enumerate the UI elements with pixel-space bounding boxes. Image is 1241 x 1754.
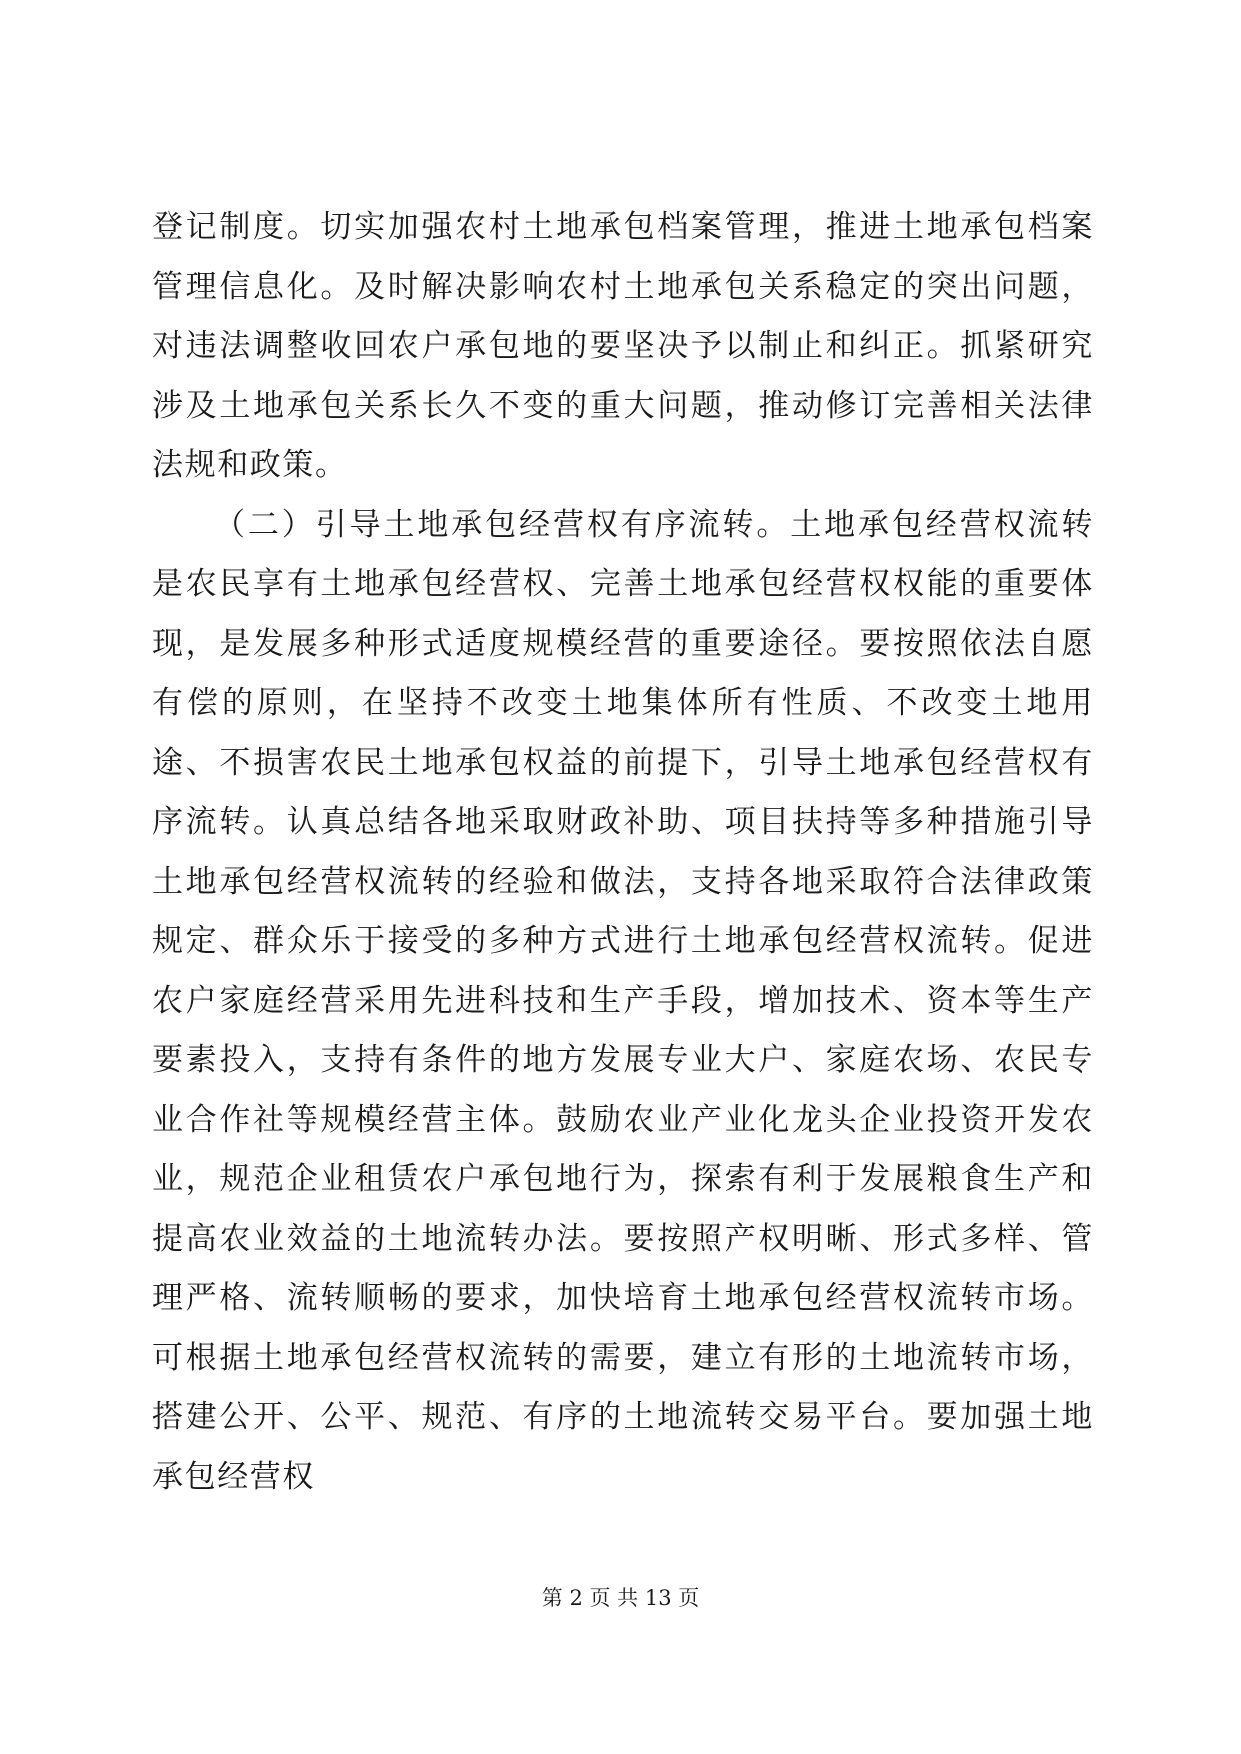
page-footer: 第 2 页 共 13 页 [541, 1586, 700, 1610]
paragraph-1: 登记制度。切实加强农村土地承包档案管理，推进土地承包档案管理信息化。及时解决影响农村土地承包关系稳定的突出问题，对违法调整收回农户承包地的要坚决予以制止和纠正。抓紧研究涉及土地承包关系长久不变的重大问题，推动修订完善相关法律法规和政策。 [152, 209, 1094, 483]
paragraph-2: （二）引导土地承包经营权有序流转。土地承包经营权流转是农民享有土地承包经营权、完善土地承包经营权权能的重要体现，是发展多种形式适度规模经营的重要途径。要按照依法自愿有偿的原则，在坚持不改变土地集体所有性质、不改变土地用途、不损害农民土地承包权益的前提下，引导土地承包经营权有序流转。认真总结各地采取财政补助、项目扶持等多种措施引导土地承包经营权流转的经验和做法，支持各地采取符合法律政策规定、群众乐于接受的多种方式进行土地承包经营权流转。促进农户家庭经营采用先进科技和生产手段，增加技术、资本等生产要素投入，支持有条件的地方发展专业大户、家庭农场、农民专业合作社等规模经营主体。鼓励农业产业化龙头企业投资开发农业，规范企业租赁农户承包地行为，探索有利于发展粮食生产和提高农业效益的土地流转办法。要按照产权明晰、形式多样、管理严格、流转顺畅的要求，加快培育土地承包经营权流转市场。可根据土地承包经营权流转的需要，建立有形的土地流转市场，搭建公开、公平、规范、有序的土地流转交易平台。要加强土地承包经营权 [152, 506, 1094, 1495]
document-body [152, 198, 1094, 1507]
